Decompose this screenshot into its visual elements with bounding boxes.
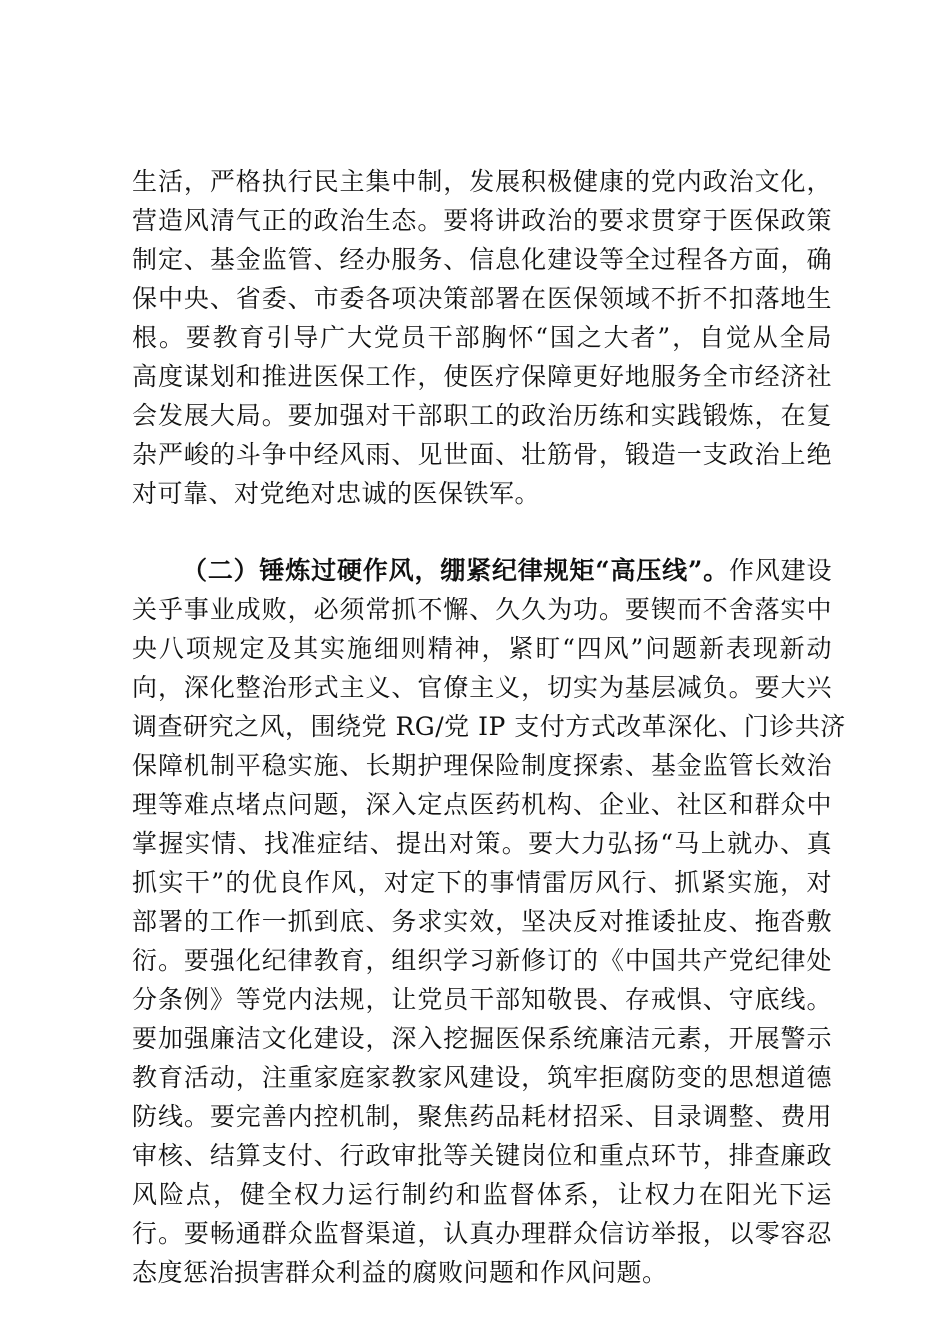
text-line: 要加强廉洁文化建设，深入挖掘医保系统廉洁元素，开展警示 [132,1024,832,1053]
text-line: 审核、结算支付、行政审批等关键岗位和重点环节，排查廉政 [132,1141,832,1170]
text-line: 保障机制平稳实施、长期护理保险制度探索、基金监管长效治 [132,751,832,780]
text-line: 根。要教育引导广大党员干部胸怀“国之大者”，自觉从全局 [132,323,832,352]
text-line: 掌握实情、找准症结、提出对策。要大力弘扬“马上就办、真 [132,829,832,858]
text-line: 防线。要完善内控机制，聚焦药品耗材招采、目录调整、费用 [132,1102,832,1131]
text-line: 抓实干”的优良作风，对定下的事情雷厉风行、抓紧实施，对 [132,868,832,897]
text-line: 调查研究之风，围绕党 RG/党 IP 支付方式改革深化、门诊共济 [132,712,846,741]
section-heading-2: （二）锤炼过硬作风，绷紧纪律规矩“高压线”。 [182,556,729,585]
text-line: 态度惩治损害群众利益的腐败问题和作风问题。 [132,1258,668,1287]
text-line: 营造风清气正的政治生态。要将讲政治的要求贯穿于医保政策 [132,206,832,235]
text-line: 生活，严格执行民主集中制，发展积极健康的党内政治文化， [132,167,832,196]
text-line: 央八项规定及其实施细则精神，紧盯“四风”问题新表现新动 [132,634,832,663]
text-line: 教育活动，注重家庭家教家风建设，筑牢拒腐防变的思想道德 [132,1063,832,1092]
text-line: 风险点，健全权力运行制约和监督体系，让权力在阳光下运 [132,1180,832,1209]
text-line: 衍。要强化纪律教育，组织学习新修订的《中国共产党纪律处 [132,946,832,975]
text-line: 保中央、省委、市委各项决策部署在医保领域不折不扣落地生 [132,284,832,313]
text-line: 对可靠、对党绝对忠诚的医保铁军。 [132,479,541,508]
text-line: 高度谋划和推进医保工作，使医疗保障更好地服务全市经济社 [132,362,832,391]
paragraph-heading-line [182,552,832,590]
text-line: 向，深化整治形式主义、官僚主义，切实为基层减负。要大兴 [132,673,832,702]
text-line: 关乎事业成败，必须常抓不懈、久久为功。要锲而不舍落实中 [132,595,832,624]
text-line: 分条例》等党内法规，让党员干部知敬畏、存戒惧、守底线。 [132,985,832,1014]
text-line: 部署的工作一抓到底、务求实效，坚决反对推诿扯皮、拖沓敷 [132,907,832,936]
text-line: 理等难点堵点问题，深入定点医药机构、企业、社区和群众中 [132,790,832,819]
text-line: 行。要畅通群众监督渠道，认真办理群众信访举报，以零容忍 [132,1219,832,1248]
text-line: 杂严峻的斗争中经风雨、见世面、壮筋骨，锻造一支政治上绝 [132,440,832,469]
text-span: 作风建设 [729,556,832,585]
text-line: 会发展大局。要加强对干部职工的政治历练和实践锻炼，在复 [132,401,832,430]
text-line: 制定、基金监管、经办服务、信息化建设等全过程各方面，确 [132,245,832,274]
